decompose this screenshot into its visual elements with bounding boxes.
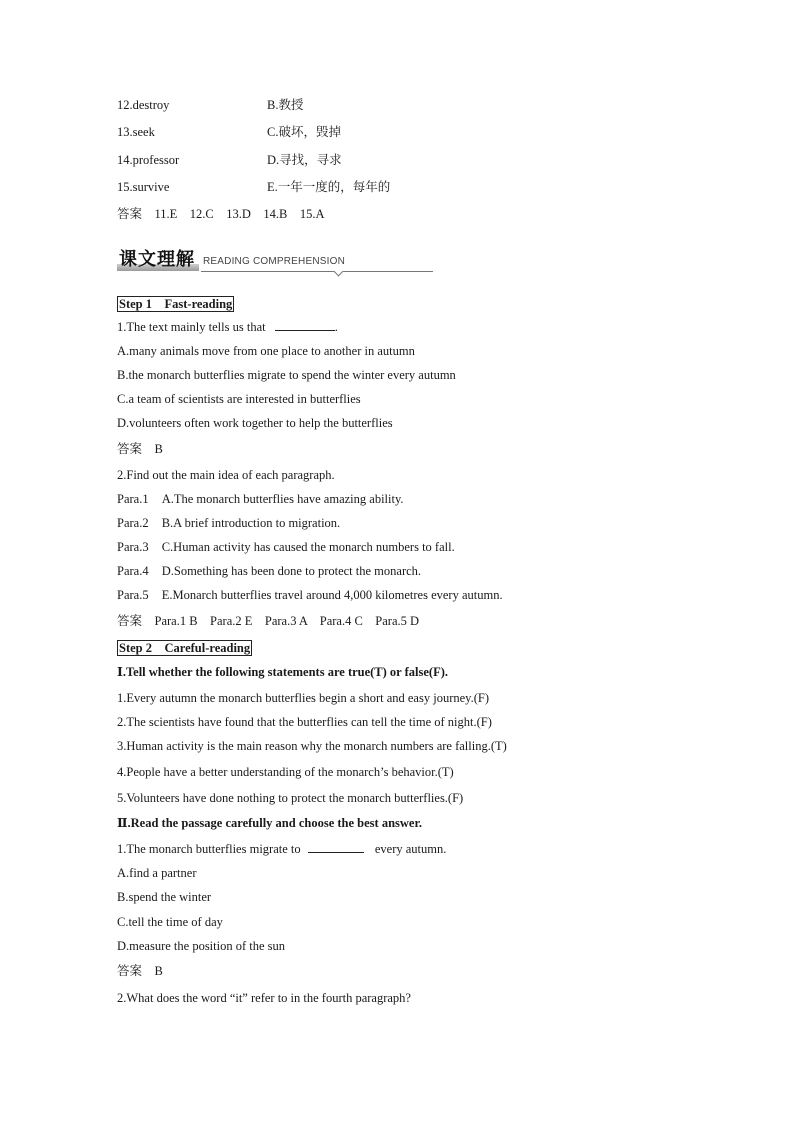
step1-q2-stem: 2.Find out the main idea of each paragraph.: [117, 468, 335, 482]
para-label: Para.4: [117, 564, 149, 578]
para-idea: D.Something has been done to protect the monarch.: [161, 564, 422, 578]
statement-item: 5.Volunteers have done nothing to protect the monarch butterflies.(F): [117, 791, 464, 805]
answer-blank: [275, 319, 335, 331]
option-item: A.find a partner: [117, 866, 197, 880]
q1-stem-text: 1.The text mainly tells us that: [117, 320, 266, 334]
matching-row: [117, 179, 391, 195]
option-item: C.tell the time of day: [117, 915, 223, 929]
para-label: Para.5: [117, 588, 149, 602]
banner-title-cn: 课文理解: [119, 249, 195, 270]
step2-heading: [117, 640, 252, 656]
matching-meaning: E.一年一度的，每年的: [267, 180, 391, 194]
part2-q1-stem: [117, 841, 446, 857]
step1-title: Step 1 Fast-reading: [119, 297, 233, 311]
banner-notch: [334, 267, 344, 277]
statement-item: 3.Human activity is the main reason why the monarch numbers are falling.(T): [117, 739, 507, 753]
matching-meaning: C.破坏，毁掉: [267, 125, 341, 139]
para-idea: E.Monarch butterflies travel around 4,000 kilometres every autumn.: [161, 588, 503, 602]
option-item: C.a team of scientists are interested in butterflies: [117, 392, 361, 406]
para-row: [117, 563, 421, 579]
part1-heading: Ⅰ.Tell whether the following statements are true(T) or false(F).: [117, 665, 449, 679]
option-item: A.many animals move from one place to another in autumn: [117, 344, 415, 358]
para-row: [117, 539, 455, 555]
part2-heading: Ⅱ.Read the passage carefully and choose the best answer.: [117, 816, 422, 830]
matching-answer: 答案 11.E 12.C 13.D 14.B 15.A: [117, 207, 325, 221]
statement-item: 1.Every autumn the monarch butterflies begin a short and easy journey.(F): [117, 691, 489, 705]
banner-title-en: READING COMPREHENSION: [203, 256, 345, 267]
step1-q1-stem: [117, 319, 338, 335]
matching-meaning: D.寻找，寻求: [267, 153, 342, 167]
banner-rule: [201, 271, 433, 272]
section-banner: [117, 244, 437, 276]
part2-q1-answer: 答案 B: [117, 964, 163, 978]
matching-row: [117, 97, 304, 113]
matching-row: [117, 152, 342, 168]
para-idea: A.The monarch butterflies have amazing ability.: [161, 492, 404, 506]
para-idea: C.Human activity has caused the monarch numbers to fall.: [161, 540, 455, 554]
matching-word: 15.survive: [117, 180, 170, 194]
matching-word: 13.seek: [117, 125, 155, 139]
para-row: [117, 491, 404, 507]
option-item: B.spend the winter: [117, 890, 212, 904]
para-label: Para.1: [117, 492, 149, 506]
answer-blank: [308, 841, 364, 853]
statement-item: 2.The scientists have found that the butterflies can tell the time of night.(F): [117, 715, 492, 729]
para-label: Para.3: [117, 540, 149, 554]
option-item: B.the monarch butterflies migrate to spend the winter every autumn: [117, 368, 456, 382]
option-item: D.volunteers often work together to help the butterflies: [117, 416, 393, 430]
statement-item: 4.People have a better understanding of the monarch’s behavior.(T): [117, 765, 454, 779]
matching-meaning: B.教授: [267, 98, 304, 112]
q-stem-text: 1.The monarch butterflies migrate to: [117, 842, 301, 856]
para-row: [117, 587, 503, 603]
step2-title: Step 2 Careful-reading: [119, 641, 251, 655]
q2-answer: 答案 Para.1 B Para.2 E Para.3 A Para.4 C Para.5 D: [117, 614, 420, 628]
para-label: Para.2: [117, 516, 149, 530]
para-idea: B.A brief introduction to migration.: [161, 516, 341, 530]
option-item: D.measure the position of the sun: [117, 939, 286, 953]
step1-heading: [117, 296, 234, 312]
q1-stem-end: .: [334, 320, 338, 334]
matching-row: [117, 124, 341, 140]
matching-word: 14.professor: [117, 153, 180, 167]
matching-word: 12.destroy: [117, 98, 170, 112]
q-stem-end: every autumn.: [374, 842, 447, 856]
q1-answer: 答案 B: [117, 442, 163, 456]
part2-q2-stem: 2.What does the word “it” refer to in the fourth paragraph?: [117, 991, 411, 1005]
para-row: [117, 515, 340, 531]
